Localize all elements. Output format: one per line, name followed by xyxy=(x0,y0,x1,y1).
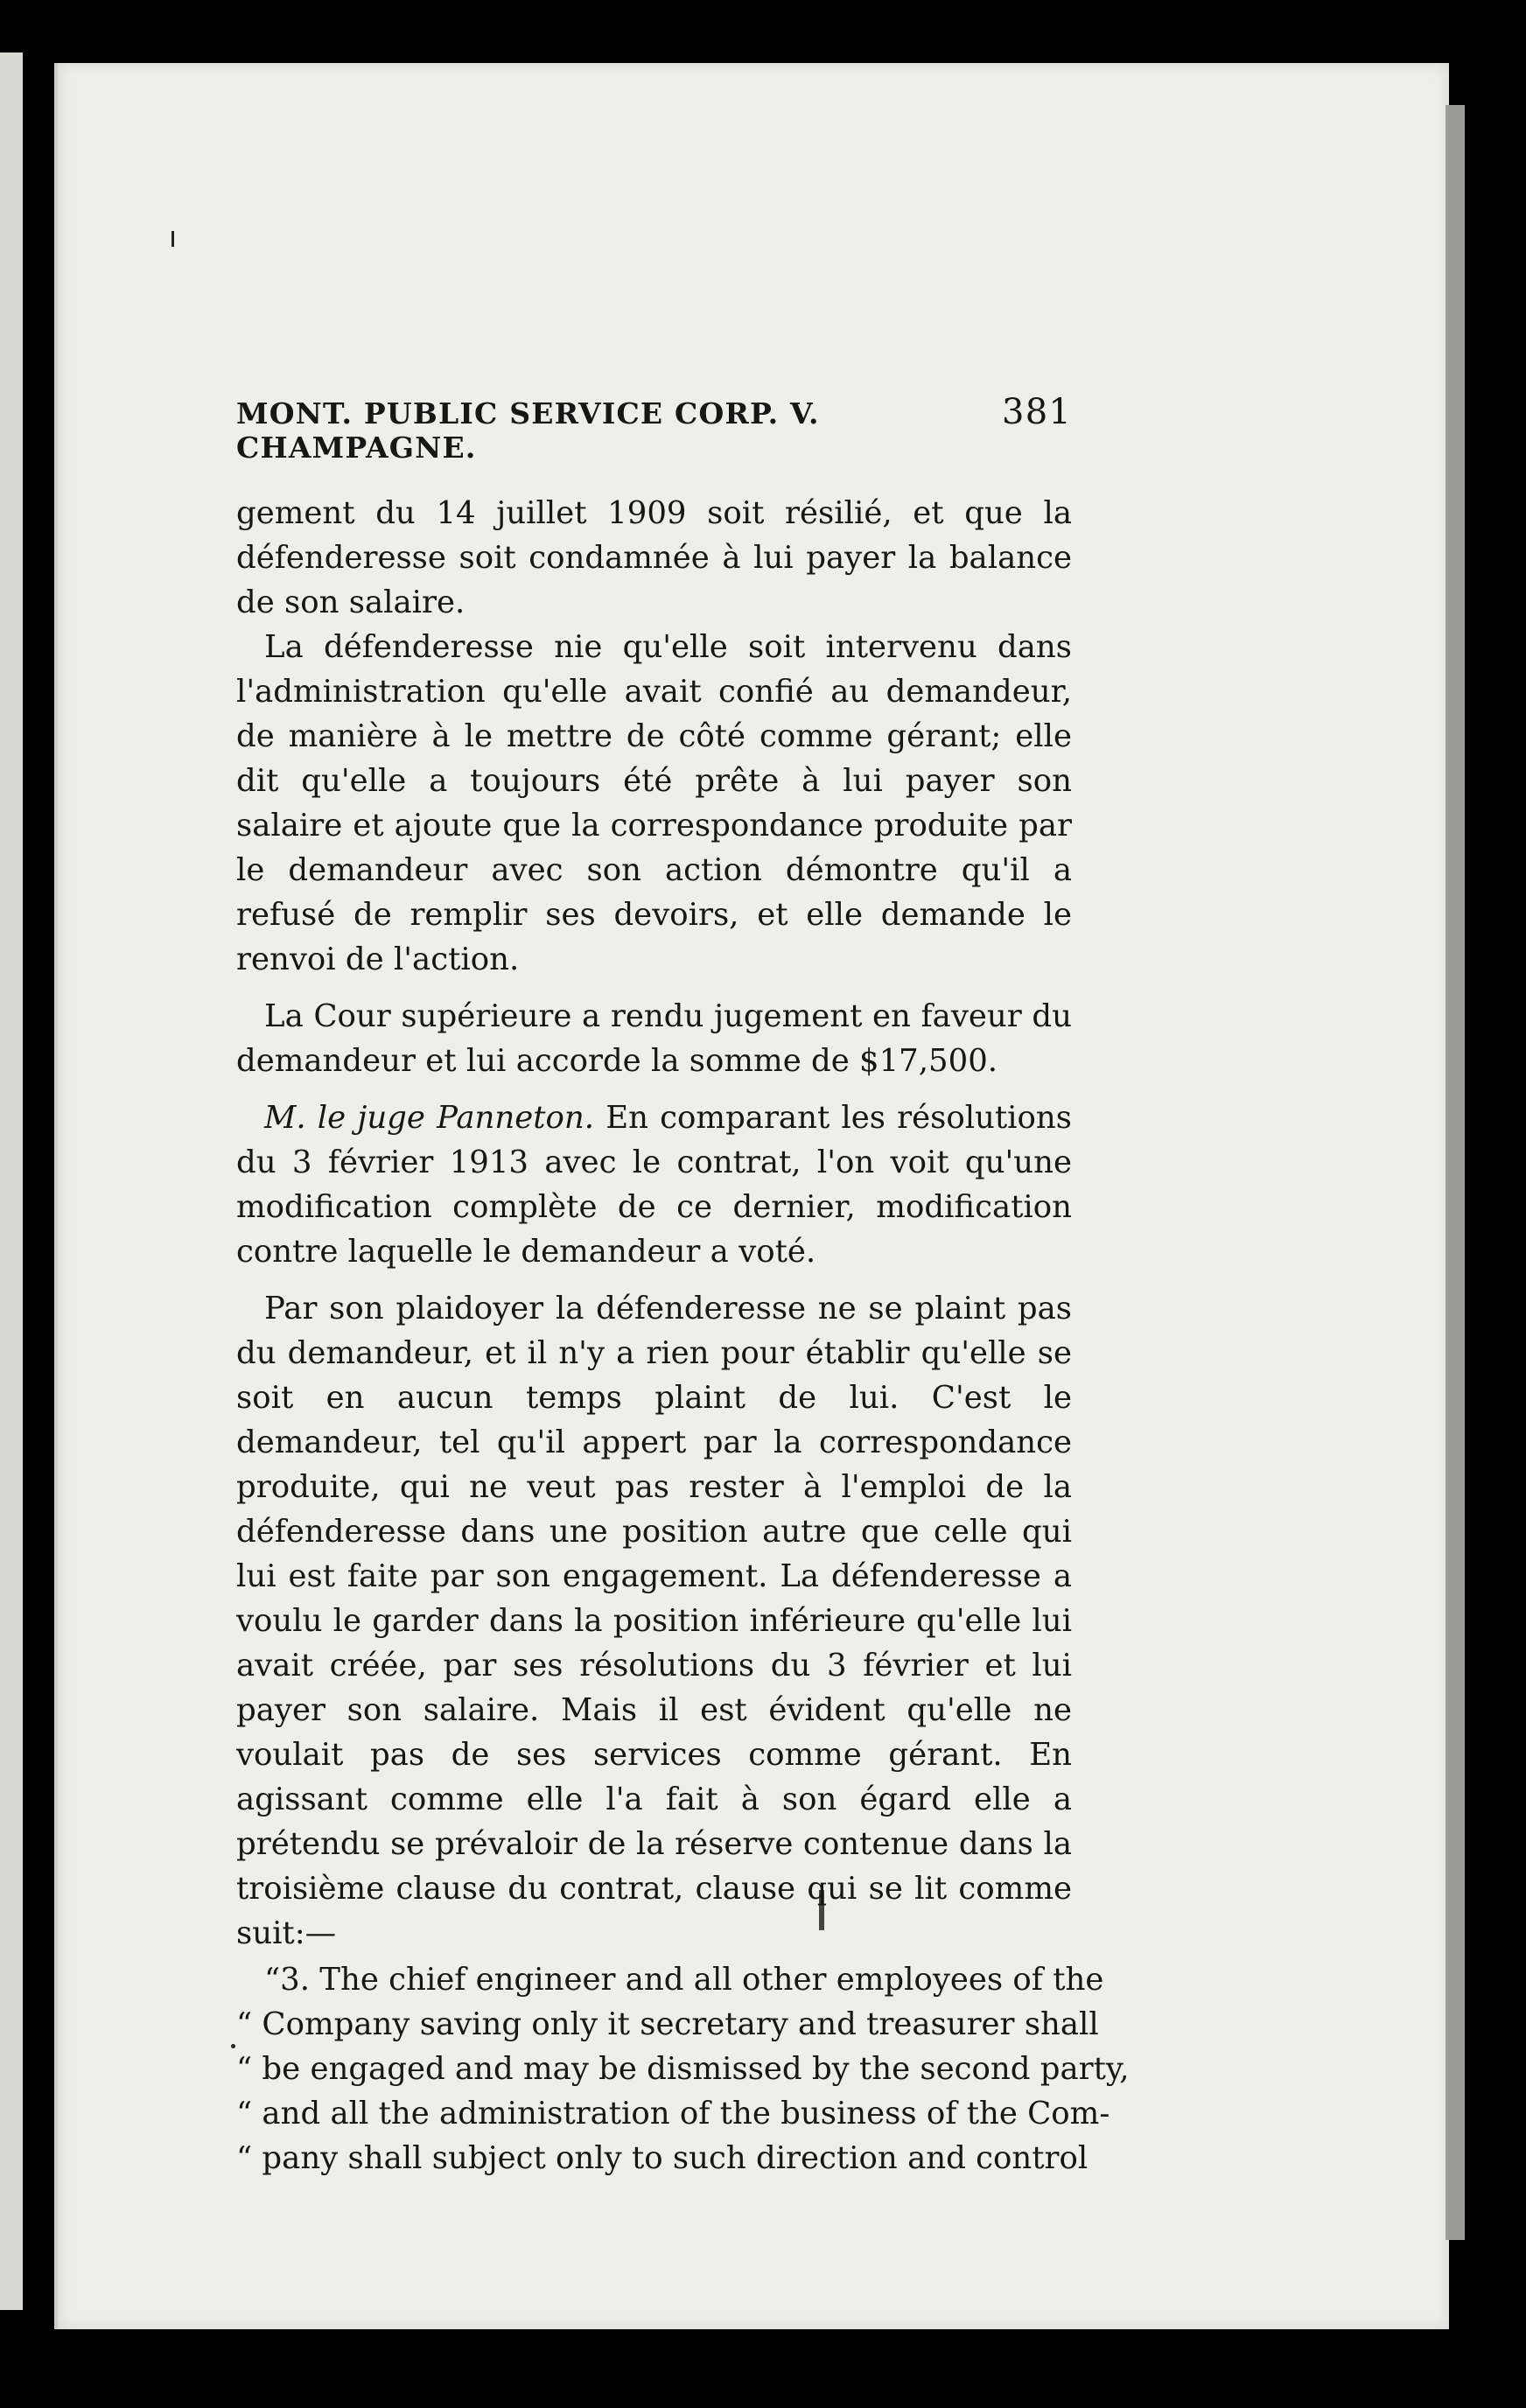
ink-speck xyxy=(172,231,174,247)
paragraph-defense-plea: La défenderesse nie qu'elle soit intervenu dans l'administration qu'elle avait confié au demandeur, de manière à le mettre de côté comme gérant; elle dit qu'elle a toujours été prête à lui payer son salaire et ajoute que la correspondance produite par le demandeur avec son action démontre qu'il a refusé de remplir ses devoirs, et elle demande le renvoi de l'action. xyxy=(236,629,1072,977)
contract-clause-quote xyxy=(236,1957,1130,2180)
running-head xyxy=(236,392,1072,465)
page-number: 381 xyxy=(1002,392,1072,432)
quote-line: “ pany shall subject only to such direction and control xyxy=(236,2140,1088,2176)
quote-line: “3. The chief engineer and all other employees of the xyxy=(264,1962,1104,1998)
paragraph-judge-opinion xyxy=(236,1096,1072,1274)
page-content xyxy=(236,392,1130,2180)
paragraph-continuation: gement du 14 juillet 1909 soit résilié, et que la défenderesse soit condamnée à lui payer la balance de son salaire. xyxy=(236,495,1072,620)
running-head-title: MONT. PUBLIC SERVICE CORP. V. CHAMPAGNE. xyxy=(236,396,820,465)
quote-line: “ Company saving only it secretary and treasurer shall xyxy=(236,2006,1099,2042)
paragraph-superior-court-judgment: La Cour supérieure a rendu jugement en faveur du demandeur et lui accorde la somme de $17,500. xyxy=(236,998,1072,1079)
judge-opinion-text: En comparant les résolutions du 3 février 1913 avec le contrat, l'on voit qu'une modification complète de ce dernier, modification contre laquelle le demandeur a voté. xyxy=(236,1100,1072,1270)
quote-line: “ and all the administration of the business of the Com- xyxy=(236,2096,1110,2132)
judge-name: M. le juge Panneton. xyxy=(264,1100,595,1136)
ink-speck xyxy=(231,2044,235,2048)
page-gutter-shadow xyxy=(1446,105,1465,2240)
adjacent-page-edge xyxy=(0,52,23,2310)
paragraph-plaidoyer: Par son plaidoyer la défenderesse ne se plaint pas du demandeur, et il n'y a rien pour établir qu'elle se soit en aucun temps plaint de lui. C'est le demandeur, tel qu'il appert par la correspondance produite, qui ne veut pas rester à l'emploi de la défenderesse dans une position autre que celle qui lui est faite par son engagement. La défenderesse a voulu le garder dans la position inférieure qu'elle lui avait créée, par ses résolutions du 3 février et lui payer son salaire. Mais il est évident qu'elle ne voulait pas de ses services comme gérant. En agissant comme elle l'a fait à son égard elle a prétendu se prévaloir de la réserve contenue dans la troisième clause du contrat, clause qui se lit comme suit:— xyxy=(236,1291,1072,1951)
quote-line: “ be engaged and may be dismissed by the second party, xyxy=(236,2051,1130,2087)
